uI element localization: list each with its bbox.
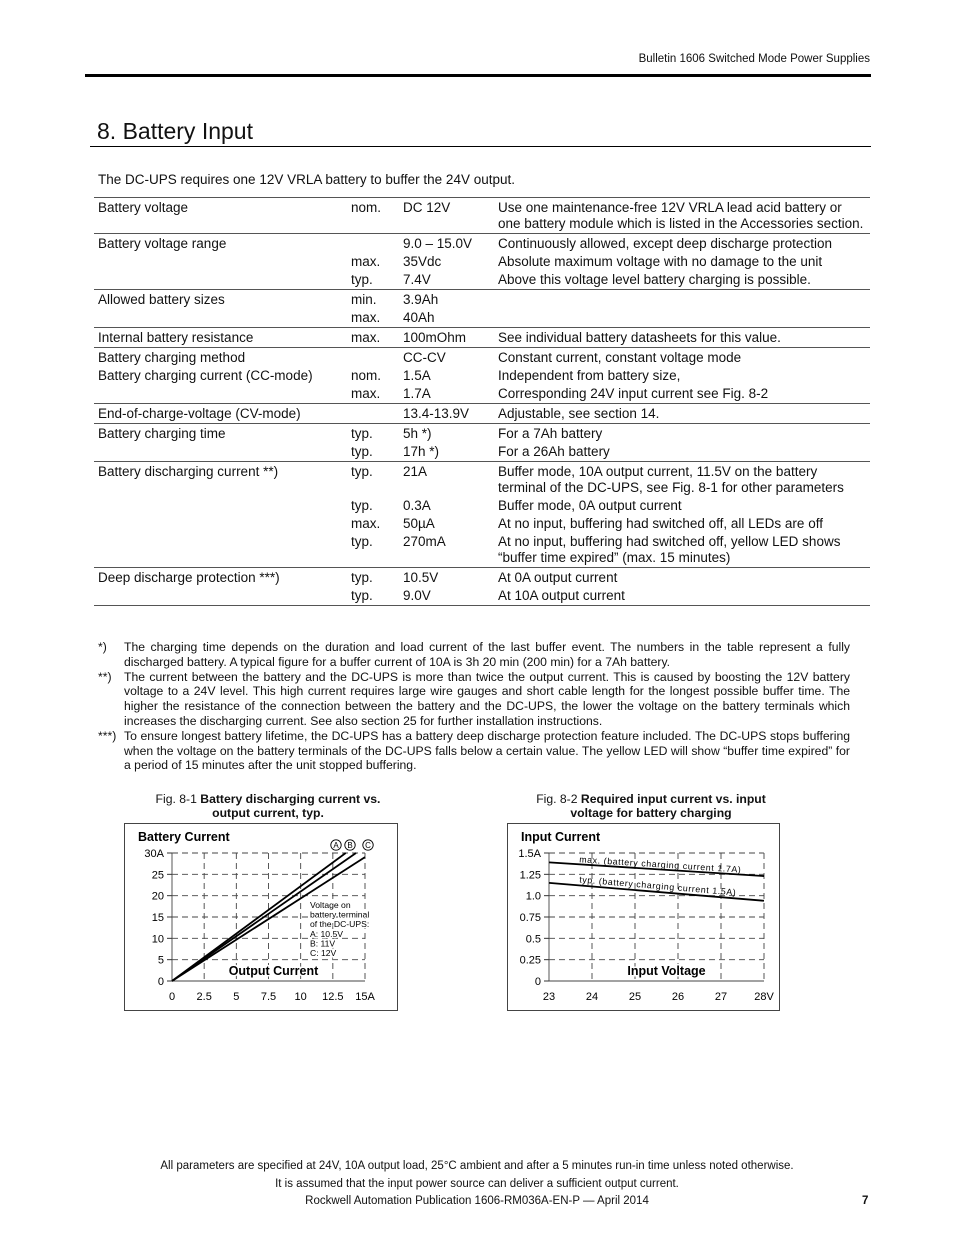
spec-value: 1.7A [403, 386, 431, 401]
spec-condition: max. [351, 254, 381, 269]
spec-description: Corresponding 24V input current see Fig. 8-2 [498, 386, 769, 401]
spec-row [94, 462, 870, 498]
spec-condition: max. [351, 386, 381, 401]
figure-8-1-title: Battery discharging current vs. output current, typ. [200, 792, 381, 820]
chart-2-svg [508, 824, 779, 1010]
spec-description: At no input, buffering had switched off, all LEDs are off [498, 516, 823, 531]
footnote-text: The current between the battery and the DC-UPS is more than twice the output current. This is caused by boosting the 12V battery voltage to a 24V level. This high current requires large wire gauges and short cable length for the longest possible buffer time. The higher the resistance of the connection between the battery and the DC-UPS, the lower the voltage on the battery terminals which increases the discharging current. See also section 25 for further installation instructions. [124, 669, 850, 728]
spec-condition: max. [351, 516, 381, 531]
footnote-mark: *) [98, 640, 107, 654]
spec-row [94, 198, 870, 234]
spec-row [94, 568, 870, 588]
spec-condition: max. [351, 310, 381, 325]
spec-row [94, 367, 870, 385]
spec-description: At no input, buffering had switched off, yellow LED shows “buffer time expired” (max. 15 minutes) [498, 534, 841, 565]
y-tick-label: 20 [151, 890, 164, 903]
y-tick-label: 30A [144, 848, 164, 860]
spec-value: 270mA [403, 534, 446, 549]
spec-row [94, 271, 870, 290]
spec-row [94, 348, 870, 368]
footnote-text: The charging time depends on the duration and load current of the last buffer event. The numbers in the table represent a fully discharged battery. A typical figure for a buffer current of 10A is 3h 20 min (200 min) for a 7Ah battery. [124, 640, 850, 669]
spec-row [94, 515, 870, 533]
chart-annotation-line: of the DC-UPS: [310, 919, 370, 930]
spec-condition [347, 234, 399, 254]
header-bulletin: Bulletin 1606 Switched Mode Power Supplies [638, 53, 870, 65]
chart-annotation-line: B: 11V [310, 938, 336, 949]
chart-battery-discharging [124, 823, 398, 1011]
spec-param: Battery charging time [94, 424, 347, 444]
y-tick-label: 1.5A [518, 848, 541, 860]
series-label: typ. (battery charging current 1.5A) [578, 874, 737, 898]
series-marker-label: C [365, 841, 371, 851]
spec-condition: typ. [351, 498, 373, 513]
spec-param [94, 533, 347, 568]
x-tick-label: 27 [714, 991, 728, 1003]
x-tick-label: 7.5 [260, 991, 277, 1003]
y-tick-label: 10 [151, 933, 164, 946]
spec-value: 9.0 – 15.0V [399, 234, 494, 254]
spec-condition: max. [347, 328, 399, 348]
y-tick-label: 5 [157, 954, 164, 967]
footnote [98, 640, 850, 670]
spec-value: 13.4-13.9V [399, 404, 494, 424]
spec-param [94, 385, 347, 404]
figure-8-2-caption [522, 792, 780, 820]
spec-param: Battery charging current (CC-mode) [98, 368, 313, 383]
spec-condition: typ. [351, 444, 373, 459]
spec-description [494, 309, 870, 328]
spec-description: Continuously allowed, except deep discharge protection [494, 234, 870, 254]
y-axis-title: Battery Current [138, 830, 230, 844]
spec-value: 0.3A [403, 498, 431, 513]
spec-condition: typ. [351, 534, 373, 549]
y-tick-label: 0.5 [525, 933, 541, 946]
y-tick-label: 25 [151, 869, 164, 882]
spec-value: 9.0V [399, 587, 494, 606]
footnote-text: To ensure longest battery lifetime, the DC-UPS has a battery deep discharge protection feature included. The DC-UPS stops buffering when the voltage on the battery terminals of the DC-UPS falls below a certain value. The yellow LED will show “buffer time expired” for a period of 15 minutes after the unit stopped buffering. [124, 728, 850, 773]
spec-description: Buffer mode, 0A output current [498, 498, 682, 513]
spec-value: 3.9Ah [399, 290, 494, 310]
y-tick-label: 0.25 [519, 954, 541, 967]
spec-row [94, 328, 870, 348]
battery-spec-table [94, 197, 870, 606]
spec-param: Battery voltage [94, 198, 347, 234]
footnote-mark: ***) [98, 728, 117, 743]
footnote [98, 670, 850, 729]
page-number: 7 [862, 1195, 869, 1207]
spec-condition: nom. [351, 368, 382, 383]
spec-value: 35Vdc [403, 254, 442, 269]
spec-condition: nom. [347, 198, 399, 234]
footnotes [98, 640, 850, 773]
spec-row [94, 309, 870, 328]
x-tick-label: 5 [233, 991, 240, 1003]
spec-description: For a 7Ah battery [494, 424, 870, 444]
spec-param: Battery charging method [94, 348, 347, 368]
x-tick-label: 23 [542, 991, 556, 1003]
figure-8-2-number: Fig. 8-2 [536, 792, 581, 806]
spec-value: 17h *) [403, 444, 440, 459]
spec-param: Internal battery resistance [94, 328, 347, 348]
spec-value: 7.4V [403, 272, 431, 287]
spec-row [94, 533, 870, 568]
spec-value: DC 12V [399, 198, 494, 234]
footer-line-2: It is assumed that the input power source can deliver a sufficient output current. [275, 1178, 679, 1190]
y-tick-label: 0 [534, 976, 541, 988]
figure-8-1-caption [150, 792, 386, 820]
spec-condition: min. [347, 290, 399, 310]
chart-input-current [507, 823, 780, 1011]
y-tick-label: 0 [157, 976, 164, 988]
footnote [98, 729, 850, 773]
x-tick-label: 10 [294, 991, 307, 1003]
spec-description: Independent from battery size, [498, 368, 681, 383]
x-tick-label: 15A [355, 991, 375, 1003]
spec-row [94, 385, 870, 404]
spec-description: Adjustable, see section 14. [494, 404, 870, 424]
spec-row [94, 587, 870, 606]
spec-description: Buffer mode, 10A output current, 11.5V on the battery terminal of the DC-UPS, see Fig. 8-1 for other parameters [494, 462, 870, 498]
spec-value: 50µA [403, 516, 435, 531]
spec-value: 100mOhm [399, 328, 494, 348]
figure-8-2-title: Required input current vs. input voltage for battery charging [570, 792, 766, 820]
spec-description: Absolute maximum voltage with no damage to the unit [498, 254, 823, 269]
spec-param [94, 253, 347, 271]
spec-param [94, 587, 347, 606]
spec-description: Above this voltage level battery charging is possible. [498, 272, 811, 287]
y-tick-label: 15 [151, 912, 164, 924]
x-tick-label: 25 [628, 991, 642, 1003]
spec-value: 5h *) [399, 424, 494, 444]
spec-param [94, 309, 347, 328]
chart-annotation-line: Voltage on [310, 900, 351, 910]
spec-condition: typ. [347, 424, 399, 444]
spec-value: 1.5A [403, 368, 431, 383]
spec-description: See individual battery datasheets for this value. [494, 328, 870, 348]
spec-condition: typ. [347, 568, 399, 588]
spec-value: 21A [399, 462, 494, 498]
spec-condition: typ. [351, 272, 373, 287]
spec-param: Battery voltage range [94, 234, 347, 254]
spec-description [494, 290, 870, 310]
footer-line-3: Rockwell Automation Publication 1606-RM036A-EN-P — April 2014 [305, 1195, 649, 1207]
spec-condition: typ. [347, 462, 399, 498]
spec-param [94, 515, 347, 533]
spec-row [94, 234, 870, 254]
series-label: max. (battery charging current 1.7A) [578, 854, 742, 875]
chart-annotation-line: A: 10.5V [310, 928, 343, 939]
spec-param [94, 497, 347, 515]
section-title: 8. Battery Input [97, 118, 253, 144]
spec-description: At 10A output current [494, 587, 870, 606]
spec-row [94, 404, 870, 424]
y-tick-label: 1.25 [519, 869, 541, 882]
series-marker-label: A [333, 841, 339, 851]
footer-line-1: All parameters are specified at 24V, 10A output load, 25°C ambient and after a 5 minutes run-in time unless noted otherwise. [160, 1160, 794, 1172]
spec-param: Allowed battery sizes [94, 290, 347, 310]
spec-row [94, 290, 870, 310]
y-axis-title: Input Current [521, 830, 601, 844]
spec-value: 10.5V [399, 568, 494, 588]
x-tick-label: 2.5 [196, 991, 212, 1003]
spec-param: Battery discharging current **) [94, 462, 347, 498]
chart-1-svg [125, 824, 397, 1010]
chart-annotation-line: battery terminal [310, 909, 370, 920]
x-tick-label: 26 [671, 991, 685, 1003]
chart-annotation-line: C: 12V [310, 948, 337, 958]
spec-description: At 0A output current [494, 568, 870, 588]
spec-value: 40Ah [403, 310, 435, 325]
spec-param [94, 271, 347, 290]
x-axis-title: Output Current [228, 964, 319, 978]
x-tick-label: 24 [585, 991, 599, 1003]
y-tick-label: 0.75 [519, 912, 541, 924]
x-tick-label: 12.5 [322, 991, 344, 1003]
y-tick-label: 1.0 [525, 890, 541, 903]
footnote-mark: **) [98, 669, 112, 684]
spec-condition [347, 348, 399, 368]
spec-description: Constant current, constant voltage mode [494, 348, 870, 368]
spec-row [94, 443, 870, 462]
spec-param [94, 443, 347, 462]
x-axis-title: Input Voltage [627, 964, 706, 978]
spec-value: CC-CV [399, 348, 494, 368]
spec-condition: typ. [347, 587, 399, 606]
x-tick-label: 0 [168, 991, 176, 1003]
intro-text: The DC-UPS requires one 12V VRLA battery to buffer the 24V output. [98, 172, 515, 187]
spec-row [94, 424, 870, 444]
spec-condition [347, 404, 399, 424]
series-marker-label: B [347, 841, 353, 851]
spec-row [94, 497, 870, 515]
section-rule [90, 146, 871, 147]
header-rule [85, 74, 871, 77]
figure-8-1-number: Fig. 8-1 [155, 792, 201, 806]
spec-param: End-of-charge-voltage (CV-mode) [94, 404, 347, 424]
spec-description: For a 26Ah battery [498, 444, 610, 459]
x-tick-label: 28V [754, 991, 774, 1003]
spec-row [94, 253, 870, 271]
spec-param: Deep discharge protection ***) [94, 568, 347, 588]
spec-description: Use one maintenance-free 12V VRLA lead acid battery or one battery module which is listed in the Accessories section. [494, 198, 870, 234]
